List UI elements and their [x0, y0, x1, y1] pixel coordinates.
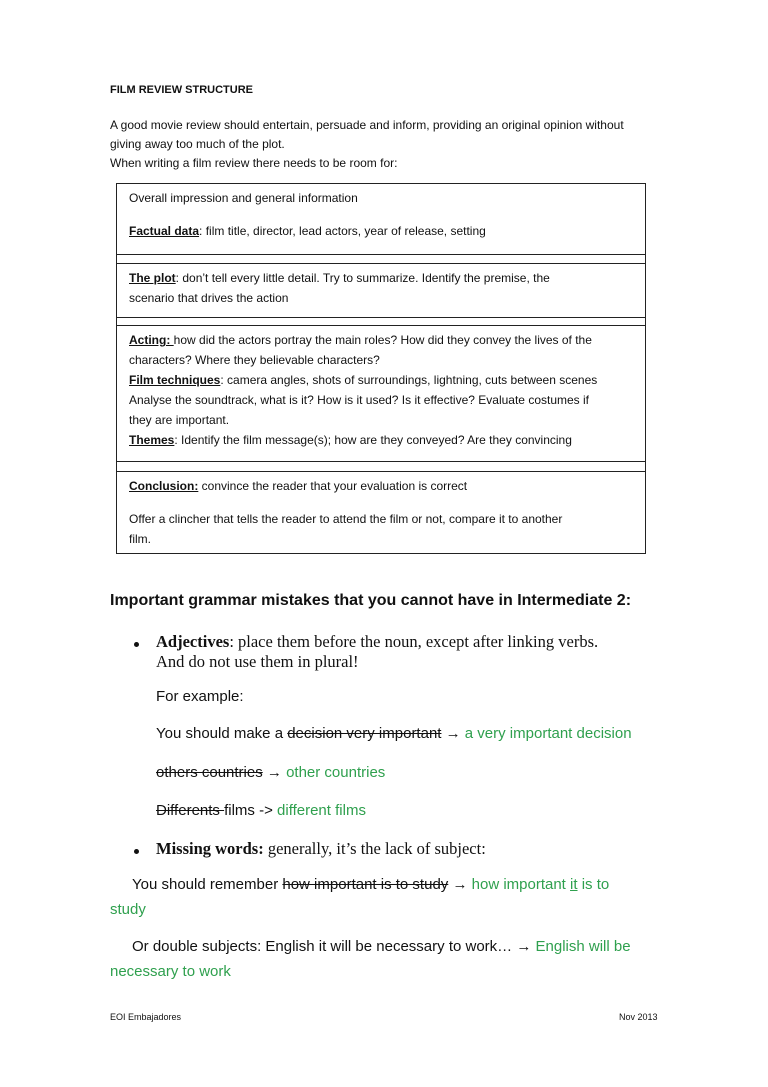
- arrow-icon: →: [266, 764, 282, 781]
- example-double-cont: necessary to work: [110, 963, 231, 980]
- example-3: Differents films -> different films: [156, 802, 366, 819]
- example-2: others countries → other countries: [156, 764, 386, 781]
- intro-line: A good movie review should entertain, persuade and inform, providing an original opinion without: [110, 118, 624, 132]
- arrow-icon: →: [445, 725, 461, 742]
- example-1: You should make a decision very important → a very important decision: [156, 725, 632, 742]
- example-remember-cont: study: [110, 901, 146, 918]
- footer-left: EOI Embajadores: [110, 1012, 182, 1022]
- box-text: film.: [129, 532, 151, 546]
- adjectives-rule: Adjectives: place them before the noun, except after linking verbs.: [156, 632, 599, 651]
- footer-right: Nov 2013: [619, 1012, 658, 1022]
- doc-title: FILM REVIEW STRUCTURE: [110, 84, 253, 96]
- box-text: Film techniques: camera angles, shots of surroundings, lightning, cuts between scenes: [129, 373, 598, 387]
- box-text: Analyse the soundtrack, what is it? How is it used? Is it effective? Evaluate costumes if: [129, 393, 590, 407]
- box-text: Factual data: film title, director, lead actors, year of release, setting: [129, 224, 486, 238]
- box-text: Conclusion: convince the reader that your evaluation is correct: [129, 479, 468, 493]
- missing-words-rule: Missing words: generally, it’s the lack of subject:: [156, 839, 486, 858]
- arrow-icon: →: [516, 938, 532, 955]
- box-text: The plot: don’t tell every little detail. Try to summarize. Identify the premise, the: [129, 271, 550, 285]
- bullet-icon: [134, 849, 139, 854]
- arrow-icon: →: [452, 876, 468, 893]
- box-text: Themes: Identify the film message(s); how are they conveyed? Are they convincing: [129, 433, 572, 447]
- example-label: For example:: [156, 688, 244, 705]
- intro-line: When writing a film review there needs to be room for:: [110, 156, 398, 170]
- structure-box-plot: [116, 263, 646, 318]
- example-remember: You should remember how important is to study → how important it is to: [132, 876, 610, 893]
- grammar-heading: Important grammar mistakes that you cannot have in Intermediate 2:: [110, 592, 632, 609]
- box-text: they are important.: [129, 413, 230, 427]
- structure-box-conclusion: [116, 471, 646, 554]
- adjectives-rule: And do not use them in plural!: [156, 652, 359, 671]
- box-text: characters? Where they believable characters?: [129, 353, 380, 367]
- box-text: Offer a clincher that tells the reader to attend the film or not, compare it to another: [129, 512, 563, 526]
- box-text: Acting: how did the actors portray the main roles? How did they convey the lives of the: [129, 333, 592, 347]
- box-text: Overall impression and general information: [129, 191, 358, 205]
- structure-box-intro: [116, 183, 646, 255]
- intro-line: giving away too much of the plot.: [110, 137, 285, 151]
- example-double: Or double subjects: English it will be necessary to work… → English will be: [132, 938, 631, 955]
- box-text: scenario that drives the action: [129, 291, 289, 305]
- bullet-icon: [134, 642, 139, 647]
- structure-box-body: [116, 325, 646, 462]
